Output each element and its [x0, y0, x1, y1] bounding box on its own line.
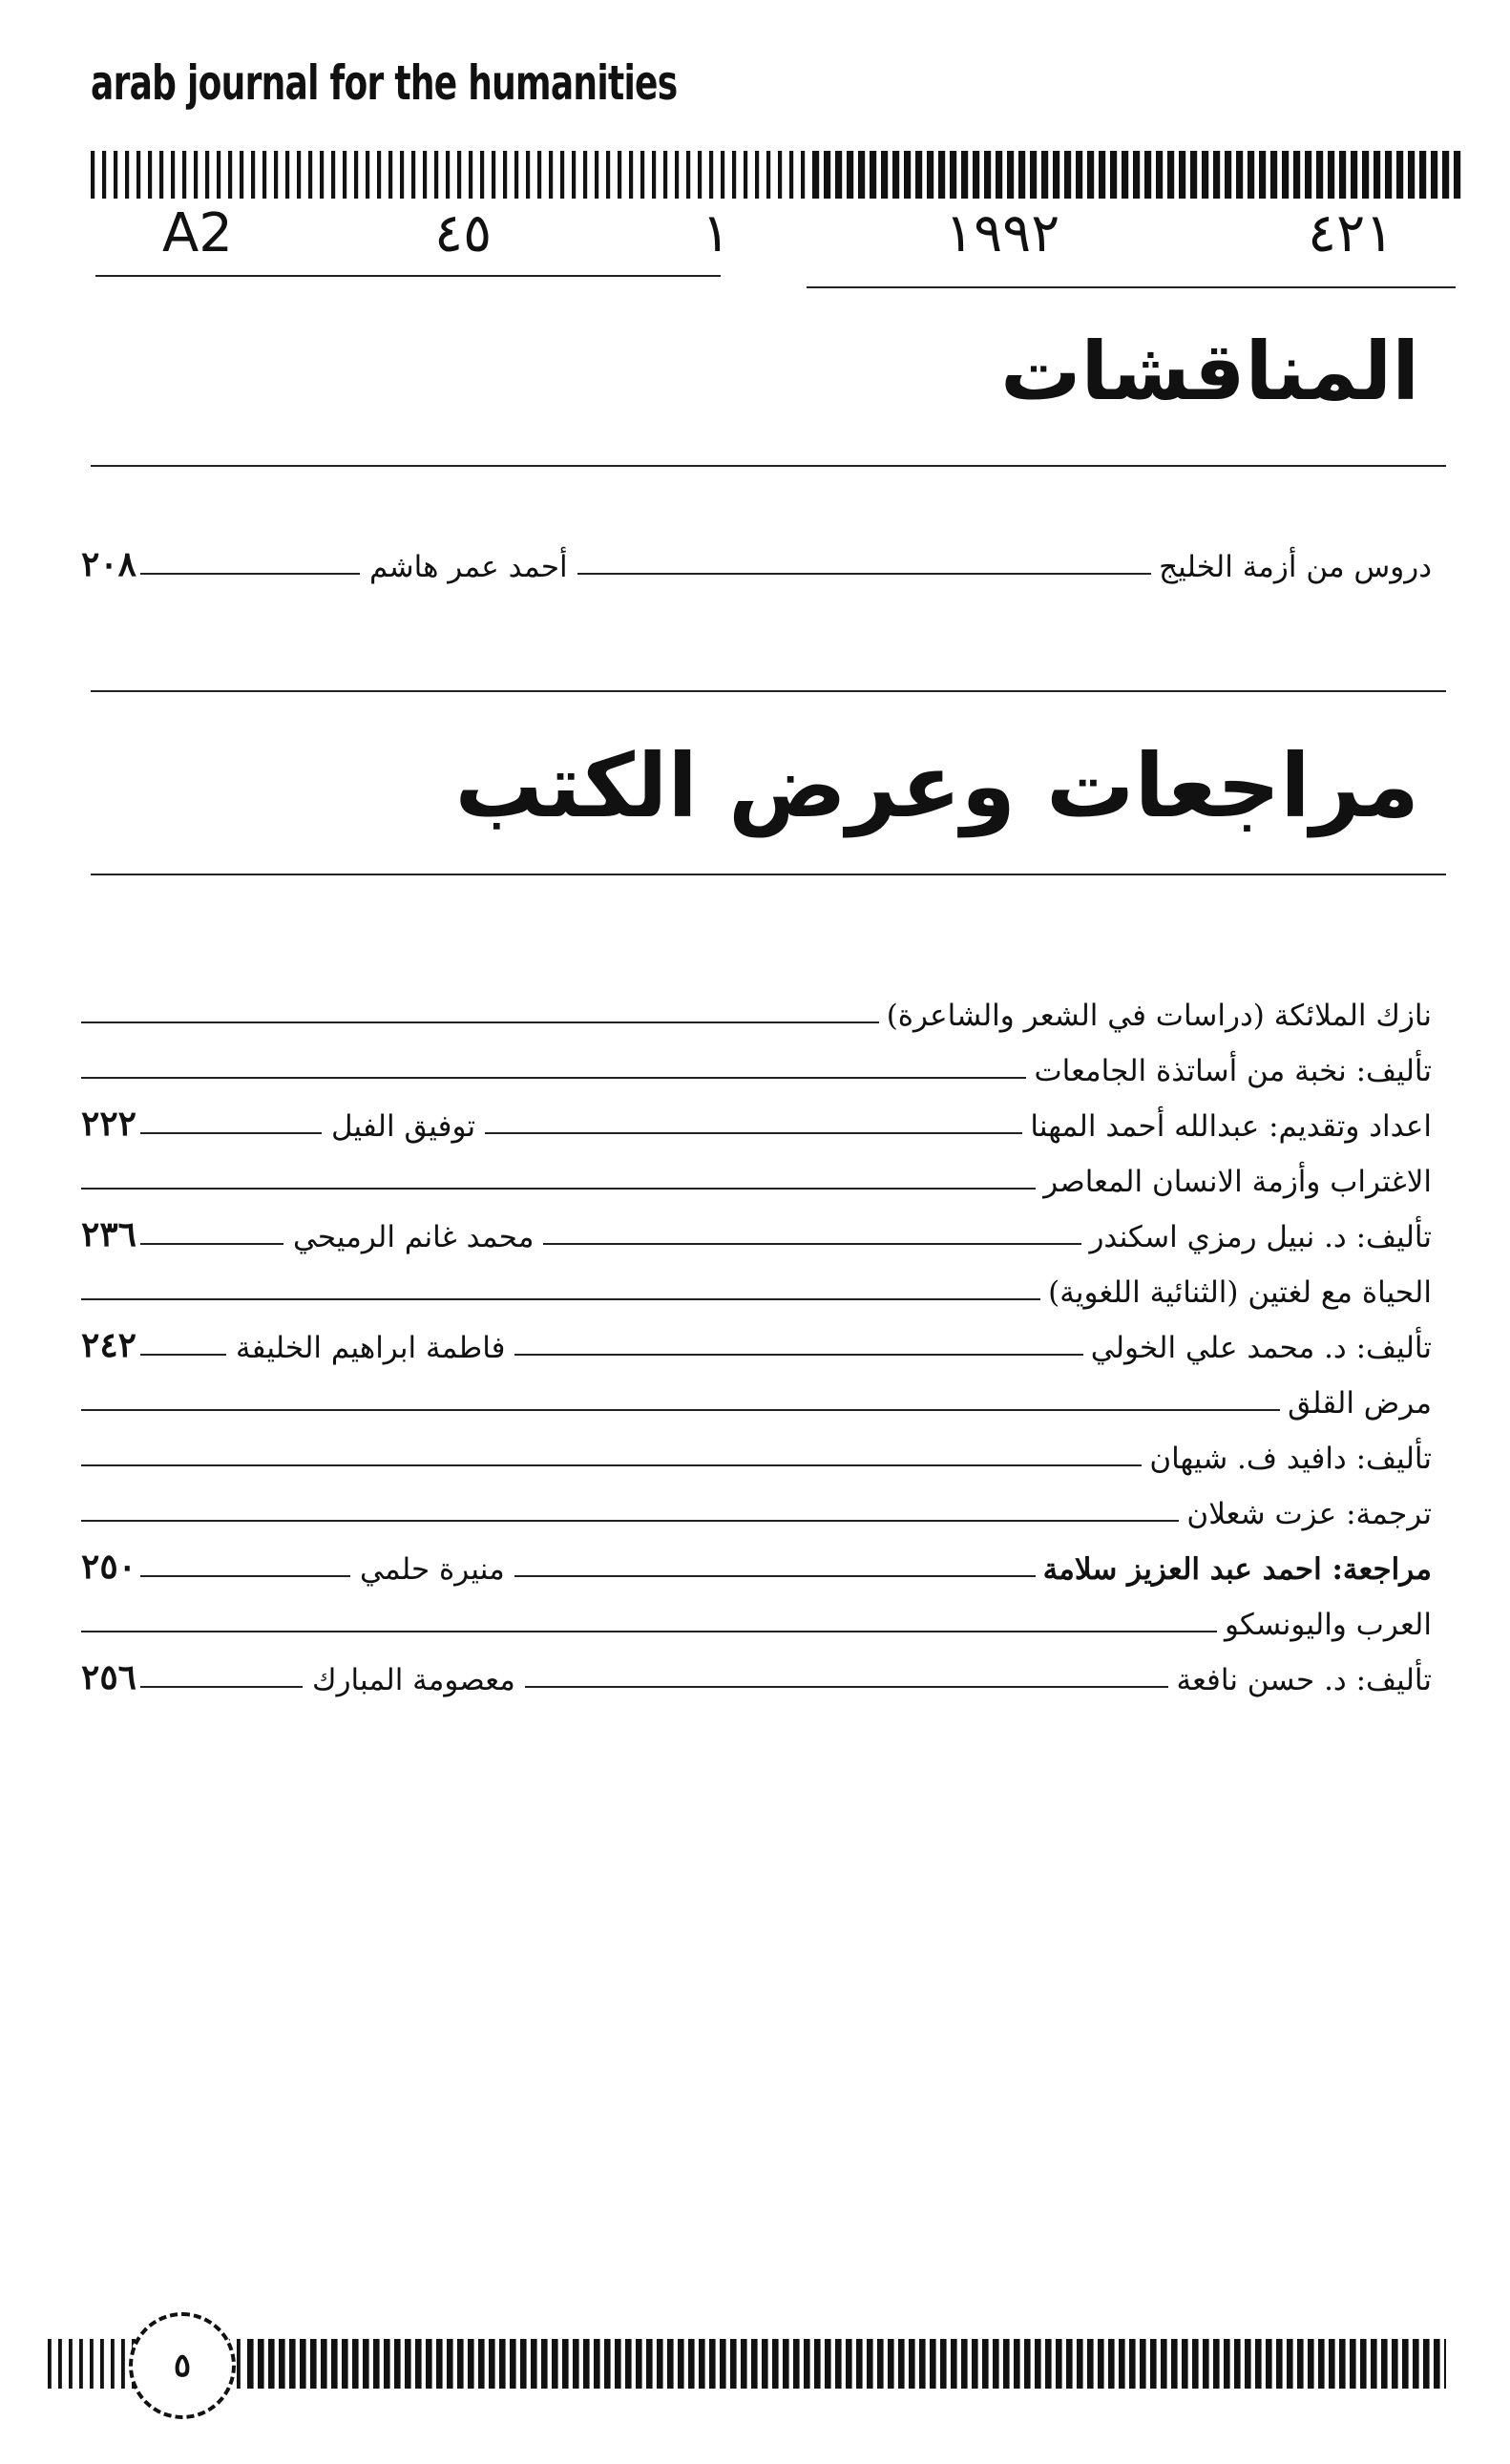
entry-page: ٢٠٨ — [81, 544, 137, 584]
leader-line — [514, 1575, 1036, 1577]
line-text: نازك الملائكة (دراسات في الشعر والشاعرة) — [886, 999, 1432, 1033]
leader-line — [514, 1354, 1082, 1356]
review-line — [81, 1205, 1432, 1254]
line-text: اعداد وتقديم: عبدالله أحمد المهنا — [1030, 1109, 1432, 1144]
line-text: تأليف: د. محمد علي الخولي — [1090, 1331, 1432, 1365]
review-line — [81, 1039, 1432, 1088]
leader-line — [140, 1354, 226, 1356]
review-line — [81, 1482, 1432, 1531]
journal-title: arab journal for the humanities — [91, 55, 678, 111]
line-reviewer: فاطمة ابراهيم الخليفة — [236, 1331, 506, 1365]
leader-line — [140, 1132, 322, 1134]
line-text: مراجعة: احمد عبد العزيز سلامة — [1042, 1552, 1432, 1587]
entry-title: دروس من أزمة الخليج — [1159, 550, 1432, 584]
line-page: ٢٢٢ — [81, 1104, 137, 1144]
review-line — [81, 1094, 1432, 1144]
leader-line — [577, 573, 1152, 575]
leader-line — [81, 1021, 879, 1023]
line-page: ٢٥٠ — [81, 1547, 137, 1587]
review-line — [81, 1260, 1432, 1310]
leader-line — [81, 1631, 1217, 1632]
handwritten-number: ٤٢١ — [1308, 202, 1395, 264]
line-text: تأليف: نخبة من أساتذة الجامعات — [1034, 1054, 1432, 1088]
debate-entry — [81, 535, 1432, 584]
line-text: الاغتراب وأزمة الانسان المعاصر — [1043, 1165, 1432, 1199]
line-page: ٢٣٦ — [81, 1214, 137, 1254]
line-text: العرب واليونسكو — [1225, 1608, 1432, 1642]
leader-line — [81, 1409, 1280, 1411]
review-line — [81, 1149, 1432, 1199]
leader-line — [81, 1520, 1179, 1522]
divider — [91, 874, 1446, 875]
leader-line — [525, 1686, 1169, 1688]
handwriting-underline-right — [807, 286, 1456, 288]
entry-reviewer: أحمد عمر هاشم — [369, 550, 568, 584]
handwritten-volume: ٤٥ — [434, 202, 493, 264]
divider — [91, 690, 1446, 692]
review-line — [81, 1426, 1432, 1476]
line-reviewer: محمد غانم الرميحي — [293, 1220, 535, 1254]
line-text: ترجمة: عزت شعلان — [1186, 1497, 1432, 1531]
line-text: مرض القلق — [1288, 1386, 1432, 1421]
barcode-strip-bottom — [48, 2339, 1446, 2389]
review-line — [81, 1592, 1432, 1642]
debates-heading: المناقشات — [1000, 325, 1419, 418]
line-reviewer: معصومة المبارك — [312, 1663, 515, 1697]
page-number-text: ٥ — [173, 2347, 192, 2385]
leader-line — [140, 1686, 303, 1688]
line-text: تأليف: دافيد ف. شيهان — [1149, 1442, 1432, 1476]
line-reviewer: توفيق الفيل — [331, 1109, 476, 1144]
line-text: الحياة مع لغتين (الثنائية اللغوية) — [1048, 1275, 1432, 1310]
line-page: ٢٥٦ — [81, 1657, 137, 1697]
review-line — [81, 1537, 1432, 1587]
review-line — [81, 983, 1432, 1033]
barcode-strip-top — [91, 151, 1465, 199]
divider — [91, 465, 1446, 467]
leader-line — [81, 1188, 1036, 1190]
review-line — [81, 1648, 1432, 1697]
handwriting-underline-left — [95, 275, 721, 277]
leader-line — [81, 1298, 1040, 1300]
handwritten-code: A2 — [162, 202, 233, 264]
line-page: ٢٤٢ — [81, 1325, 137, 1365]
review-line — [81, 1316, 1432, 1365]
leader-line — [81, 1077, 1026, 1079]
reviews-heading: مراجعات وعرض الكتب — [454, 735, 1419, 837]
leader-line — [485, 1132, 1022, 1134]
leader-line — [140, 1575, 350, 1577]
line-text: تأليف: د. نبيل رمزي اسكندر — [1089, 1220, 1432, 1254]
leader-line — [543, 1243, 1081, 1245]
page-number — [129, 2312, 236, 2419]
line-reviewer: منيرة حلمي — [360, 1552, 505, 1587]
leader-line — [81, 1464, 1142, 1466]
handwritten-year: ١٩٩٢ — [945, 202, 1060, 264]
review-line — [81, 1371, 1432, 1421]
line-text: تأليف: د. حسن نافعة — [1176, 1663, 1432, 1697]
handwritten-issue: ١ — [702, 202, 731, 264]
leader-line — [140, 573, 360, 575]
leader-line — [140, 1243, 283, 1245]
